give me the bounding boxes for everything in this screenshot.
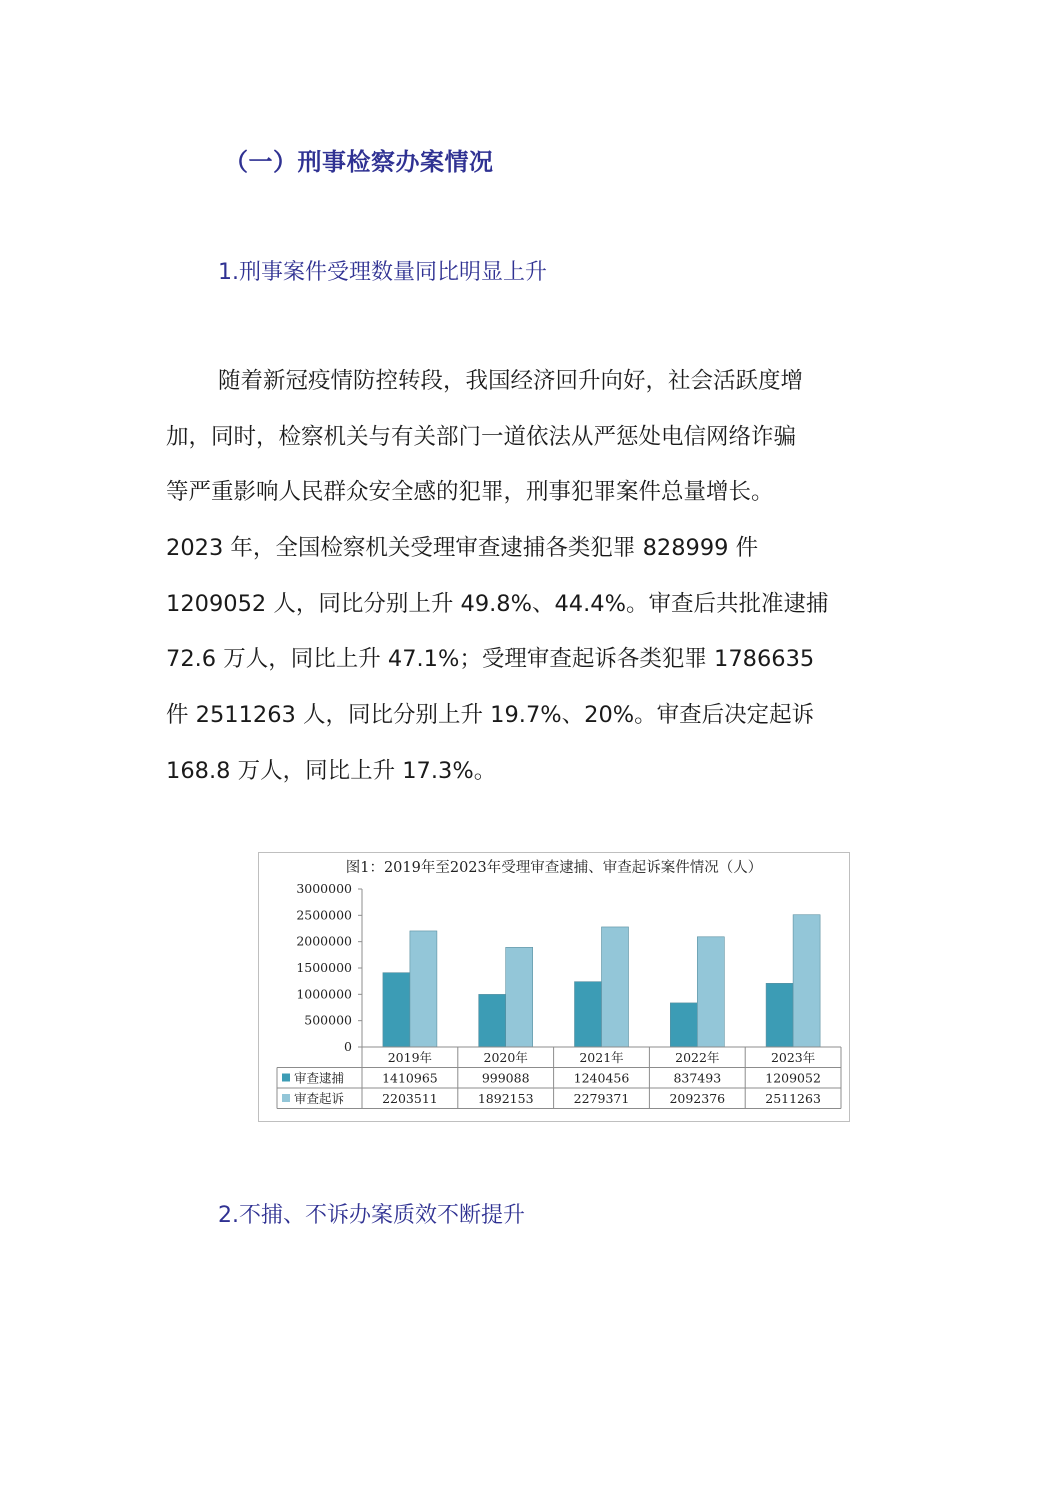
chart-figure — [258, 852, 850, 1122]
data-label: 2203511 — [382, 1091, 438, 1106]
legend-label: 审查逮捕 — [294, 1070, 345, 1086]
y-tick-label: 0 — [344, 1039, 352, 1054]
y-tick-label: 1000000 — [296, 986, 352, 1002]
x-tick-label: 2019年 — [387, 1050, 433, 1065]
legend-swatch — [282, 1094, 290, 1102]
data-label: 1209052 — [765, 1070, 821, 1086]
legend-swatch — [282, 1074, 290, 1082]
x-tick-label: 2023年 — [770, 1050, 816, 1065]
bar-审查逮捕 — [575, 982, 602, 1047]
data-label: 2092376 — [669, 1091, 726, 1106]
y-tick-label: 500000 — [304, 1012, 352, 1028]
data-label: 1240456 — [573, 1070, 630, 1086]
bar-chart — [259, 853, 849, 1121]
data-label: 837493 — [673, 1070, 722, 1086]
bar-审查起诉 — [506, 947, 533, 1047]
y-tick-label: 1500000 — [296, 960, 352, 975]
data-label: 1410965 — [382, 1070, 438, 1086]
paragraph-line: 等严重影响人民群众安全感的犯罪，刑事犯罪案件总量增长。 — [166, 479, 774, 506]
paragraph-line: 72.6 万人，同比上升 47.1%；受理审查起诉各类犯罪 1786635 — [166, 646, 815, 673]
paragraph-line: 1209052 人，同比分别上升 49.8%、44.4%。审查后共批准逮捕 — [166, 590, 829, 617]
paragraph-line: 随着新冠疫情防控转段，我国经济回升向好，社会活跃度增 — [218, 368, 804, 394]
x-tick-label: 2021年 — [579, 1050, 624, 1065]
paragraph-line: 168.8 万人，同比上升 17.3%。 — [166, 757, 497, 784]
bar-审查逮捕 — [670, 1003, 697, 1047]
data-label: 2279371 — [573, 1091, 630, 1106]
bar-审查逮捕 — [479, 994, 506, 1047]
bar-审查逮捕 — [766, 983, 793, 1047]
body-paragraph — [166, 361, 896, 807]
legend-label: 审查起诉 — [294, 1091, 345, 1106]
bar-审查起诉 — [697, 937, 724, 1047]
subsection-heading-1: 1.刑事案件受理数量同比明显上升 — [218, 260, 547, 285]
paragraph-line: 2023 年，全国检察机关受理审查逮捕各类犯罪 828999 件 — [166, 535, 759, 562]
data-label: 1892153 — [477, 1091, 534, 1106]
y-tick-label: 2500000 — [296, 907, 352, 923]
data-label: 999088 — [481, 1070, 530, 1086]
bar-审查逮捕 — [383, 973, 410, 1047]
x-tick-label: 2020年 — [483, 1050, 528, 1065]
y-tick-label: 3000000 — [296, 881, 352, 896]
y-tick-label: 2000000 — [296, 933, 352, 949]
chart-title: 图1：2019年至2023年受理审查逮捕、审查起诉案件情况（人） — [345, 860, 763, 876]
x-tick-label: 2022年 — [675, 1050, 720, 1065]
paragraph-line: 加，同时，检察机关与有关部门一道依法从严惩处电信网络诈骗 — [166, 423, 797, 450]
subsection-heading-2: 2.不捕、不诉办案质效不断提升 — [218, 1203, 525, 1228]
bar-审查起诉 — [602, 927, 629, 1047]
paragraph-line: 件 2511263 人，同比分别上升 19.7%、20%。审查后决定起诉 — [166, 702, 815, 729]
section-heading: （一）刑事检察办案情况 — [224, 148, 494, 176]
data-label: 2511263 — [765, 1091, 821, 1106]
bar-审查起诉 — [410, 931, 437, 1047]
bar-审查起诉 — [793, 915, 820, 1047]
